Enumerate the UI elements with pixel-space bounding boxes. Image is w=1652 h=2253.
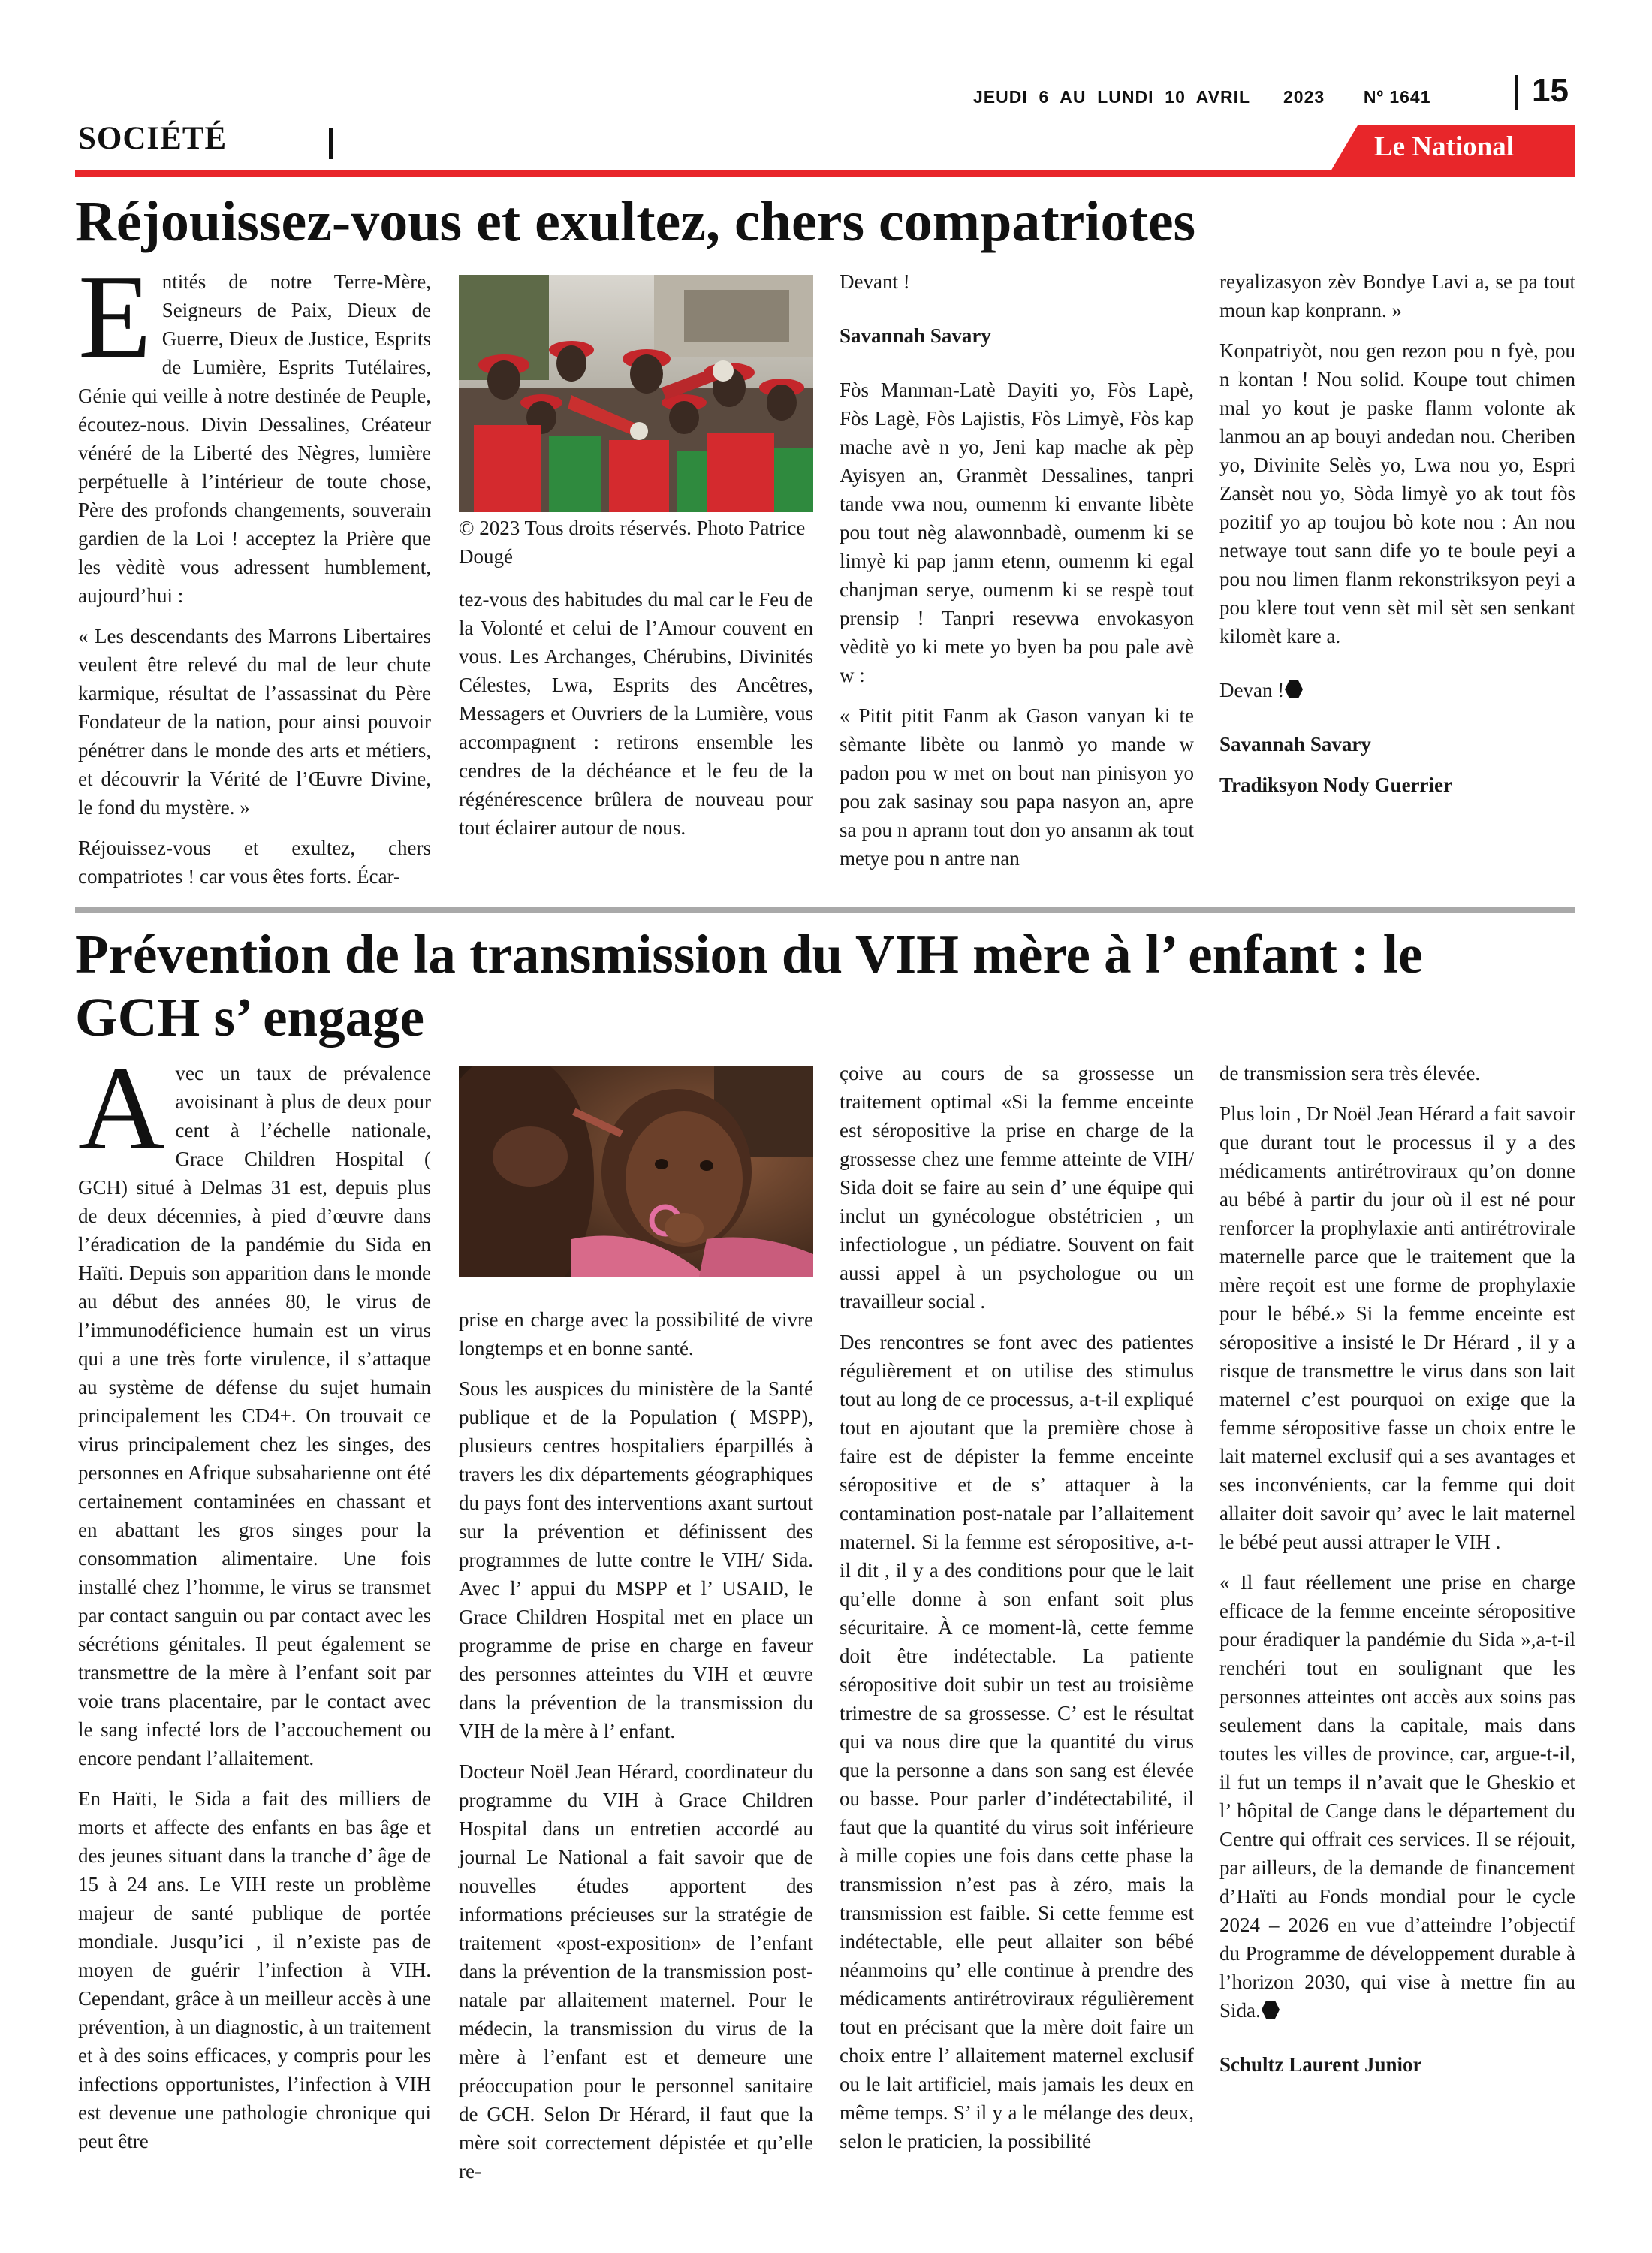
article1-column-1 [78,249,431,903]
end-mark-icon [1284,680,1304,699]
article2-column-3 [840,1059,1194,2167]
page-number: 15 [1532,72,1569,109]
carnival-photo-caption: © 2023 Tous droits réservés. Photo Patrice Dougé [459,517,806,568]
article1-paragraph: Konpatriyòt, nou gen rezon pou n fyè, pou n kontan ! Nou solid. Koupe tout chimen mal yo kout je paske flanm volonte ak lanmou an ap bouyi andedan nou. Cheriben yo, Divinite Selès yo, Lwa nou yo, Espri Zansèt nou yo, Sòda limyè yo ak tout fòs pozitif yo ap toujou bò kote nou : An nou netwaye tout sann dife yo te boule peyi a pou nou limen flanm rekonstriksyon peyi a pou klere tout venn sèt mil sèt sen senkant kilomèt kare a. [1219,339,1575,647]
section-title: SOCIÉTÉ [78,121,228,156]
article2-paragraph: Des rencontres se font avec des patientes régulièrement et on utilise des stimulus tout au long de ce processus, a-t-il expliqué tout en ajoutant que la première chose à faire est de dépister la femme enceinte séropositive et de s’ attaquer à la contamination post-natale par l’allaitement maternel. Si la femme est séropositive, a-t-il dit , il y a des conditions pour que le lait qu’elle donne à son enfant soit plus sécuritaire. À ce moment-là, cette femme doit être indétectable. La patiente séropositive doit subir un test au troisième trimestre de sa grossesse. C’ est le résultat qui va nous dire que la quantité du virus que la personne a dans son sang est élevée ou basse. Pour parler d’indétectabilité, il faut que la quantité du virus soit inférieure à mille copies une fois dans cette phase la transmission n’est pas à zéro, mais la transmission est faible. Si cette femme est indétectable, elle peut allaiter son bébé néanmoins qu’ elle continue à prendre des médicaments antirétroviraux régulièrement tout en précisant que la mère doit faire un choix entre l’ allaitement maternel exclusif ou le lait artificiel, mais jamais les deux en même temps. S’ il y a le mélange des deux, selon le praticien, la possibilité [840,1331,1194,2152]
article2-paragraph: Sous les auspices du ministère de la Santé publique et de la Population ( MSPP), plusieurs centres hospitaliers éparpillés à travers les dix départements géographiques du pays font des interventions axant surtout sur la prévention et définissent des programmes de lutte contre le VIH/ Sida. Avec l’ appui du MSPP et l’ USAID, le Grace Children Hospital met en place un programme de prise en charge en faveur des personnes atteintes du VIH et œuvre dans la prévention de la transmission du VIH de la mère à l’ enfant. [459,1377,813,1742]
section-separator [329,128,333,159]
carnival-photo-image [459,275,813,512]
article2-paragraph: En Haïti, le Sida a fait des milliers de morts et affecte des enfants en bas âge et des jeunes situant dans la tranche d’ âge de 15 à 24 ans. Le VIH reste un problème majeur de santé publique de portée mondiale. Jusqu’ici , il n’existe pas de moyen de guérir l’infection à VIH. Cependant, grâce à un meilleur accès à une prévention, à un diagnostic, à un traitement et à des soins efficaces, y compris pour les infections opportunistes, l’infection à VIH est devenue une pathologie chronique qui peut être [78,1787,431,2152]
mother-baby-photo [459,1066,813,1277]
article2-dropcap: A [78,1041,165,1175]
mother-baby-photo-image [459,1066,813,1277]
article1-column-3 [840,267,1194,885]
article1-paragraph: ntités de notre Terre-Mère, Seigneurs de Paix, Dieux de Guerre, Dieux de Justice, Esprits de Lumière, Esprits Tutélaires, Génie qui veille à notre destinée de Peuple, écoutez-nous. Divin Dessalines, Créateur vénéré de la Liberté des Nègres, lumière perpétuelle à l’intérieur de toute chose, Père des profonds changements, souverain gardien de la Loi ! acceptez la Prière que les vèditè vous adressent humblement, aujourd’hui : [78,270,431,607]
article1-closing-line [1219,676,1575,704]
article2-column-2 [459,1305,813,2197]
article1-author: Savannah Savary [840,324,991,347]
brand-name: Le National [1374,131,1515,162]
article2-final-paragraph [1219,1568,1575,2025]
issue-date: JEUDI 6 AU LUNDI 10 AVRIL 2023 Nº 1641 [973,87,1431,107]
article2-paragraph: çoive au cours de sa grossesse un traitement optimal «Si la femme enceinte est séropositive la prise en charge de la grossesse chez une femme atteinte de VIH/ Sida doit se faire au sein d’ une équipe qui inclut un gynécologue obstétricien , un infectiologue , un pédiatre. Souvent on fait aussi appel à un psychologue ou un travailleur social . [840,1062,1194,1313]
carnival-photo [459,275,813,512]
article1-paragraph: Fòs Manman-Latè Dayiti yo, Fòs Lapè, Fòs Lagè, Fòs Lajistis, Fòs Limyè, Fòs kap mache avè n yo, Jeni kap mache ak pèp Ayisyen an, Granmèt Dessalines, tanpri tande vwa nou, oumenm ki envante libète pou tout nèg alawonnbadè, oumenm ki se limyè ki pap janm etenn, oumenm ki egal chanjman serye, oumenm ki se respè tout prensip ! Tanpri resevwa envokasyon vèditè yo ki mete yo byen ba pou pale avè w : [840,379,1194,686]
end-mark-icon [1261,2000,1280,2019]
article1-closing: Devant ! [840,270,910,293]
article2-paragraph: de transmission sera très élevée. [1219,1062,1481,1084]
page-number-separator [1515,75,1518,110]
article1-paragraph: « Pitit pitit Fanm ak Gason vanyan ki te sèmante libète ou lanmò yo mande w padon pou w met on bout nan pinisyon yo pou zak sasinay sou papa nasyon an, apre sa pou n aprann tout don yo ansanm ak tout metye pou n antre nan [840,704,1194,870]
article2-paragraph: vec un taux de prévalence avoisinant à plus de deux pour cent à l’échelle nationale, Grace Children Hospital ( GCH) situé à Delmas 31 est, depuis plus de deux décennies, à pied d’œuvre dans l’éradication de la pandémie du Sida en Haïti. Depuis son apparition dans le monde au début des années 80, le virus de l’immunodéficience humain est un virus qui a une très forte virulence, il s’attaque au système de défense du sujet humain principalement les CD4+. On trouvait ce virus principalement chez les singes, des personnes en Afrique subsaharienne ont été certainement contaminées en chassant et en abattant les gros singes pour la consommation alimentaire. Une fois installé chez l’homme, le virus se transmet par contact sanguin ou par contact avec les sécrétions génitales. Il peut également se transmettre de la mère à l’enfant soit par voie trans placentaire, par le contact avec le sang infecté lors de l’accouchement ou encore pendant l’allaitement. [78,1062,431,1769]
header-rule [75,170,1575,177]
article2-author: Schultz Laurent Junior [1219,2053,1422,2076]
article2-paragraph: Docteur Noël Jean Hérard, coordinateur du programme du VIH à Grace Children Hospital dans un entretien accordé au journal Le National a fait savoir que de nouvelles études apportent des informations précieuses sur la stratégie de traitement «post-exposition» de l’enfant dans la prévention de la transmission post-natale par allaitement maternel. Pour le médecin, la transmission du virus de la mère à l’enfant est et demeure une préoccupation pour le personnel sanitaire de GCH. Selon Dr Hérard, il faut que la mère soit correctement dépistée et qu’elle re- [459,1760,813,2182]
article1-dropcap: E [78,249,152,383]
article-divider [75,907,1575,913]
article2-headline-line1: Prévention de la transmission du VIH mère à l’ enfant : le [75,924,1423,985]
article1-author: Savannah Savary [1219,733,1371,756]
article1-paragraph: reyalizasyon zèv Bondye Lavi a, se pa tout moun kap konprann. » [1219,270,1575,321]
article1-headline: Réjouissez-vous et exultez, chers compatriotes [75,190,1196,253]
article1-paragraph: « Les descendants des Marrons Libertaires veulent être relevé du mal de leur chute karmique, résultat de l’assassinat du Père Fondateur de la nation, pour ainsi pouvoir pénétrer dans le monde des arts et métiers, et découvrir la Vérité de l’Œuvre Divine, le fond du mystère. » [78,625,431,819]
article2-column-1 [78,1041,431,2167]
article2-headline-line2: GCH s’ engage [75,987,424,1048]
article2-column-4 [1219,1059,1575,2091]
article1-column-4 [1219,267,1575,811]
article1-translator: Tradiksyon Nody Guerrier [1219,774,1452,796]
article1-paragraph: tez-vous des habitudes du mal car le Feu de la Volonté et celui de l’Amour couvent en vous. Les Archanges, Chérubins, Divinités Célestes, Lwa, Esprits des Ancêtres, Messagers et Ouvriers de la Lumière, vous accompagnent : retirons ensemble les cendres de la déchéance et le feu de la régénérescence brûlera de nouveau pour tout éclairer autour de nous. [459,588,813,839]
article2-paragraph: Plus loin , Dr Noël Jean Hérard a fait savoir que durant tout le processus il y a des médicaments antirétroviraux qu’on donne au bébé à partir du jour où il est né pour renforcer la prophylaxie anti antirétrovirale maternelle parce que le traitement que la mère reçoit est une forme de prophylaxie pour le bébé.» Si la femme enceinte est séropositive a insisté le Dr Hérard , il y a risque de transmettre le virus dans son lait maternel c’est pourquoi on exige que la femme séropositive fasse un choix entre le lait maternel exclusif qui a ses avantages et ses inconvénients, car la femme qui doit allaiter doit savoir qu’ avec le lait maternel le bébé peut aussi attraper le VIH . [1219,1102,1575,1553]
article1-paragraph: Réjouissez-vous et exultez, chers compatriotes ! car vous êtes forts. Écar- [78,837,431,888]
article2-paragraph: « Il faut réellement une prise en charge efficace de la femme enceinte séropositive pour éradiquer la pandémie du Sida »,a-t-il renchéri tout en soulignant que les personnes atteintes ont accès aux soins pas seulement dans la capitale, mais dans toutes les villes de province, car, argue-t-il, il fut un temps il n’avait que le Gheskio et l’ hôpital de Cange dans le département du Centre qui offrait ces services. Il se réjouit, par ailleurs, de la demande de financement d’Haïti au Fonds mondial pour le cycle 2024 – 2026 en vue d’atteindre l’objectif du Programme de développement durable à l’horizon 2030, qui vise à mettre fin au Sida. [1219,1571,1575,2022]
article1-outro: Devan ! [1219,679,1285,701]
article2-paragraph: prise en charge avec la possibilité de vivre longtemps et en bonne santé. [459,1308,813,1359]
article1-column-2 [459,585,813,854]
